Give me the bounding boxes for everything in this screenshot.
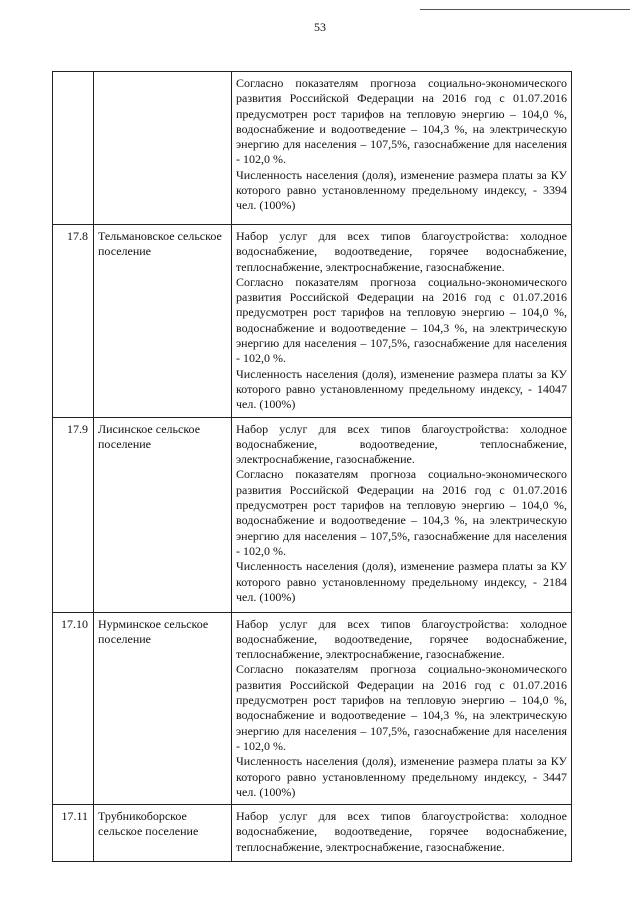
- row-description: [232, 805, 572, 862]
- forecast-paragraph: Согласно показателям прогноза социально-экономического развития Российской Федерации на 2016 год с 01.07.2016 предусмотрен рост тарифов на тепловую энергию – 104,0 %, водоснабжение и водоотведение – 104,3 %, на электрическую энергию для населения – 107,5%, газоснабжение для населения - 102,0 %.: [236, 274, 567, 366]
- table-row: [53, 612, 572, 805]
- row-number: 17.8: [53, 225, 94, 418]
- services-paragraph: Набор услуг для всех типов благоустройства: холодное водоснабжение, водоотведение, горячее водоснабжение, теплоснабжение, электроснабжение, газоснабжение.: [236, 809, 567, 854]
- settlement-name: Трубникоборское сельское поселение: [94, 805, 232, 862]
- services-paragraph: Набор услуг для всех типов благоустройства: холодное водоснабжение, водоотведение, теплоснабжение, электроснабжение, газоснабжение.: [236, 421, 567, 467]
- settlement-name: Тельмановское сельское поселение: [94, 225, 232, 418]
- population-paragraph: Численность населения (доля), изменение размера платы за КУ которого равно установленному предельному индексу, - 3447 чел. (100%): [236, 754, 567, 799]
- page-number: 53: [314, 20, 326, 34]
- tariff-table: [52, 71, 572, 862]
- row-number: 17.10: [53, 612, 94, 805]
- table-row: [53, 805, 572, 862]
- table-row: [53, 72, 572, 225]
- scan-edge-line: [420, 9, 630, 10]
- services-paragraph: Набор услуг для всех типов благоустройства: холодное водоснабжение, водоотведение, горячее водоснабжение, теплоснабжение, электроснабжение, газоснабжение.: [236, 616, 567, 662]
- row-description: [232, 612, 572, 805]
- row-number: 17.9: [53, 417, 94, 612]
- settlement-name: Лисинское сельское поселение: [94, 417, 232, 612]
- forecast-paragraph: Согласно показателям прогноза социально-экономического развития Российской Федерации на 2016 год с 01.07.2016 предусмотрен рост тарифов на тепловую энергию – 104,0 %, водоснабжение и водоотведение – 104,3 %, на электрическую энергию для населения – 107,5%, газоснабжение для населения - 102,0 %.: [236, 662, 567, 753]
- table-row: [53, 225, 572, 418]
- population-paragraph: Численность населения (доля), изменение размера платы за КУ которого равно установленному предельному индексу, - 3394 чел. (100%): [236, 167, 567, 213]
- row-description: [232, 417, 572, 612]
- services-paragraph: Набор услуг для всех типов благоустройства: холодное водоснабжение, водоотведение, горячее водоснабжение, теплоснабжение, электроснабжение, газоснабжение.: [236, 229, 567, 274]
- settlement-name: [94, 72, 232, 225]
- forecast-paragraph: Согласно показателям прогноза социально-экономического развития Российской Федерации на 2016 год с 01.07.2016 предусмотрен рост тарифов на тепловую энергию – 104,0 %, водоснабжение и водоотведение – 104,3 %, на электрическую энергию для населения – 107,5%, газоснабжение для населения - 102,0 %.: [236, 467, 567, 558]
- population-paragraph: Численность населения (доля), изменение размера платы за КУ которого равно установленному предельному индексу, - 14047 чел. (100%): [236, 366, 567, 412]
- population-paragraph: Численность населения (доля), изменение размера платы за КУ которого равно установленному предельному индексу, - 2184 чел. (100%): [236, 559, 567, 604]
- row-description: [232, 225, 572, 418]
- settlement-name: Нурминское сельское поселение: [94, 612, 232, 805]
- forecast-paragraph: Согласно показателям прогноза социально-экономического развития Российской Федерации на 2016 год с 01.07.2016 предусмотрен рост тарифов на тепловую энергию – 104,0 %, водоснабжение и водоотведение – 104,3 %, на электрическую энергию для населения – 107,5%, газоснабжение для населения - 102,0 %.: [236, 76, 567, 167]
- row-number: 17.11: [53, 805, 94, 862]
- row-description: [232, 72, 572, 225]
- row-number: [53, 72, 94, 225]
- table-row: [53, 417, 572, 612]
